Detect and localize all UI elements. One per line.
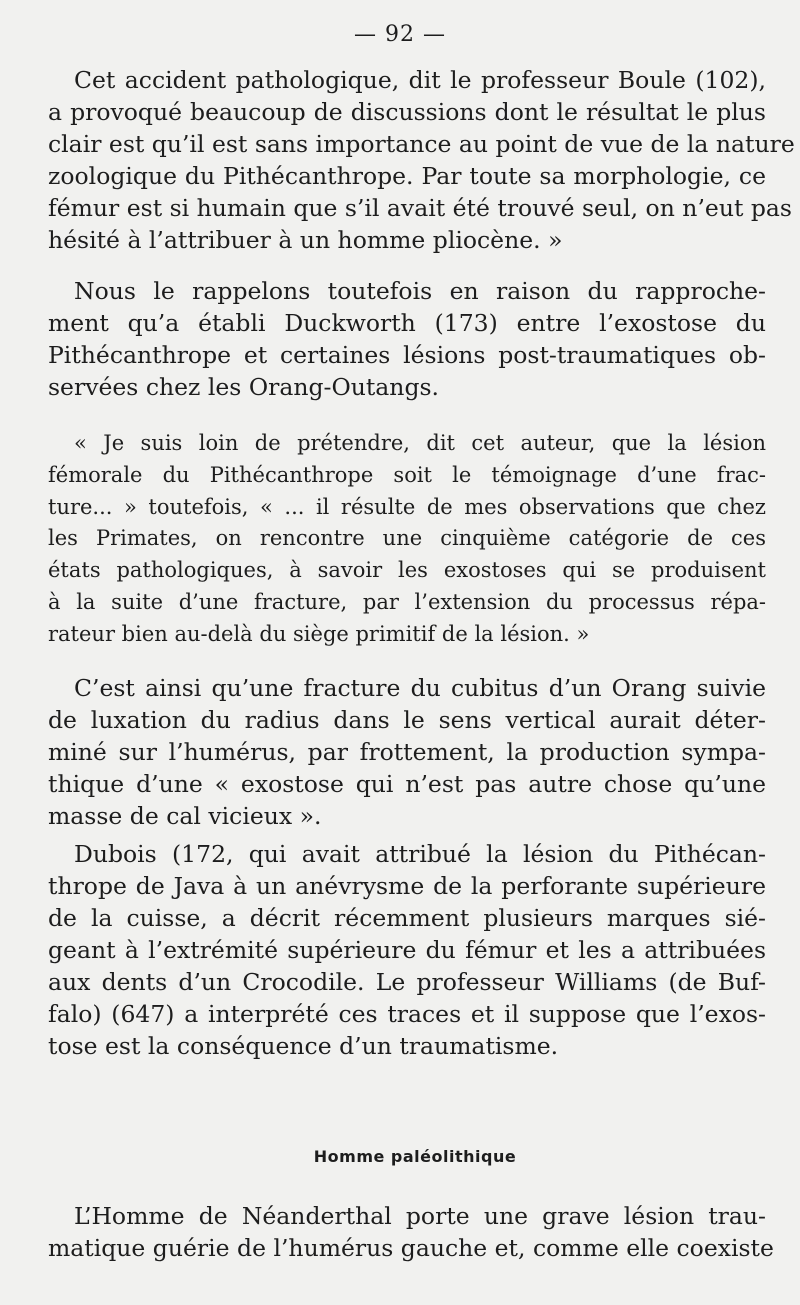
text-line: masse de cal vicieux ».: [48, 802, 322, 830]
paragraph-boule-quote: [48, 64, 795, 256]
text-line: Cet accident pathologique, dit le professeur Boule (102),: [74, 66, 766, 94]
text-line: geant à l’extrémité supérieure du fémur et les a attribuées: [48, 936, 766, 964]
page-number: — 92 —: [354, 22, 446, 47]
text-line: clair est qu’il est sans importance au point de vue de la nature: [48, 130, 795, 158]
text-line: C’est ainsi qu’une fracture du cubitus d’un Orang suivie: [74, 674, 766, 702]
paragraph-dubois: [48, 838, 766, 1062]
text-line: les Primates, on rencontre une cinquième catégorie de ces: [48, 526, 766, 551]
paragraph-neanderthal: [48, 1200, 774, 1264]
text-line: Pithécanthrope et certaines lésions post-traumatiques ob-: [48, 341, 766, 369]
paragraph-duckworth: [48, 275, 766, 403]
paragraph-orang-fracture: [48, 672, 766, 832]
text-line: aux dents d’un Crocodile. Le professeur Williams (de Buf-: [48, 968, 766, 996]
text-line: de la cuisse, a décrit récemment plusieurs marques sié-: [48, 904, 766, 932]
text-line: ture... » toutefois, « ... il résulte de mes observations que chez: [48, 494, 766, 519]
text-line: états pathologiques, à savoir les exostoses qui se produisent: [48, 558, 766, 583]
text-line: servées chez les Orang-Outangs.: [48, 373, 440, 401]
text-line: Nous le rappelons toutefois en raison du rapproche-: [74, 277, 766, 305]
text-line: rateur bien au-delà du siège primitif de la lésion. »: [48, 621, 590, 646]
text-line: thrope de Java à un anévrysme de la perforante supérieure: [48, 872, 766, 900]
text-line: à la suite d’une fracture, par l’extension du processus répa-: [48, 589, 766, 614]
text-line: « Je suis loin de prétendre, dit cet auteur, que la lésion: [74, 431, 766, 455]
text-line: falo) (647) a interprété ces traces et il suppose que l’exos-: [48, 1000, 766, 1028]
text-line: de luxation du radius dans le sens vertical aurait déter-: [48, 706, 766, 734]
text-line: L’Homme de Néanderthal porte une grave lésion trau-: [74, 1202, 766, 1230]
paragraph-duckworth-quote: [48, 428, 766, 651]
text-line: fémorale du Pithécanthrope soit le témoignage d’une frac-: [48, 462, 766, 487]
text-line: fémur est si humain que s’il avait été trouvé seul, on n’eut pas: [48, 194, 792, 222]
text-line: hésité à l’attribuer à un homme pliocène. »: [48, 226, 563, 254]
text-line: tose est la conséquence d’un traumatisme.: [48, 1032, 559, 1060]
text-line: miné sur l’humérus, par frottement, la production sympa-: [48, 738, 766, 766]
text-line: a provoqué beaucoup de discussions dont le résultat le plus: [48, 98, 766, 126]
text-line: thique d’une « exostose qui n’est pas autre chose qu’une: [48, 770, 766, 798]
text-line: matique guérie de l’humérus gauche et, comme elle coexiste: [48, 1234, 774, 1262]
text-line: Dubois (172, qui avait attribué la lésion du Pithécan-: [74, 840, 766, 868]
text-line: zoologique du Pithécanthrope. Par toute sa morphologie, ce: [48, 162, 766, 190]
text-line: ment qu’a établi Duckworth (173) entre l’exostose du: [48, 309, 766, 337]
section-heading: Homme paléolithique: [313, 1147, 517, 1166]
